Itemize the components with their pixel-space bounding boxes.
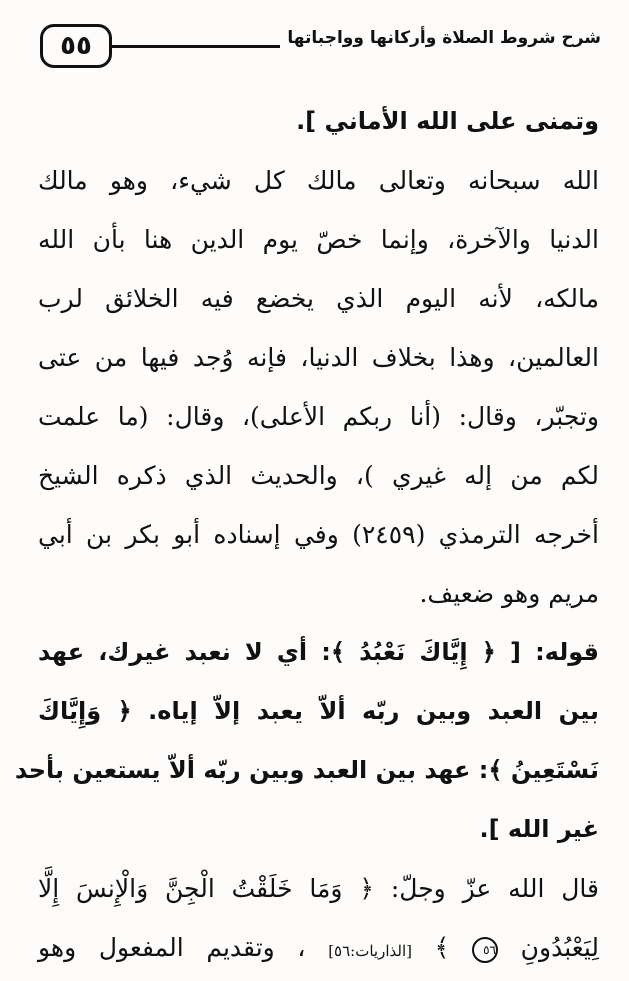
page-header <box>0 0 629 80</box>
text-line: مريم وهو ضعيف. <box>419 579 599 608</box>
verse-reference: [الذاريات:٥٦] <box>328 942 412 960</box>
text-continuation: ، وتقديم المفعول وهو <box>38 933 306 962</box>
page-number: ٥٥ <box>60 31 92 61</box>
text-line: الله سبحانه وتعالى مالك كل شيء، وهو مالك <box>38 166 599 195</box>
quran-verse: لِيَعْبُدُونِ <box>520 933 599 962</box>
page-body <box>14 92 600 962</box>
text-line: أخرجه الترمذي (٢٤٥٩) وفي إسناده أبو بكر بن أبي <box>38 520 600 549</box>
text-line-last: لِيَعْبُدُونِ ٥٦ ﴾ [الذاريات:٥٦] ، وتقديم المفعول وهو <box>38 933 599 962</box>
text-line: مالكه، لأنه اليوم الذي يخضع فيه الخلائق لرب <box>38 284 599 313</box>
text-line: بين العبد وبين ربّه ألاّ يعبد إلاّ إياه. ﴿ وَإِيَّاكَ <box>38 697 599 725</box>
text-line: وتجبّر، وقال: (أنا ربكم الأعلى)، وقال: (ما علمت <box>38 402 599 431</box>
text-line: لكم من إله غيري )، والحديث الذي ذكره الشيخ <box>38 461 599 490</box>
text-line: العالمين، وهذا بخلاف الدنيا، فإنه وُجد فيها من عتى <box>38 343 599 372</box>
text-line: نَسْتَعِينُ ﴾: عهد بين العبد وبين ربّه ألاّ يستعين بأحد <box>14 756 599 784</box>
verse-number-seal: ٥٦ <box>472 937 498 963</box>
page-number-box <box>40 24 112 68</box>
text-line: قوله: [ ﴿ إِيَّاكَ نَعْبُدُ ﴾: أي لا نعبد غيرك، عهد <box>38 638 599 666</box>
header-rule <box>112 45 280 48</box>
text-line: غير الله ]. <box>479 815 599 843</box>
text-line: الدنيا والآخرة، وإنما خصّ يوم الدين هنا بأن الله <box>38 225 599 254</box>
text-line: قال الله عزّ وجلّ: ﴿ وَمَا خَلَقْتُ الْجِنَّ وَالْإِنسَ إِلَّا <box>38 874 599 903</box>
running-title: شرح شروط الصلاة وأركانها وواجباتها <box>287 28 601 48</box>
text-line: وتمنى على الله الأماني ]. <box>296 107 599 135</box>
